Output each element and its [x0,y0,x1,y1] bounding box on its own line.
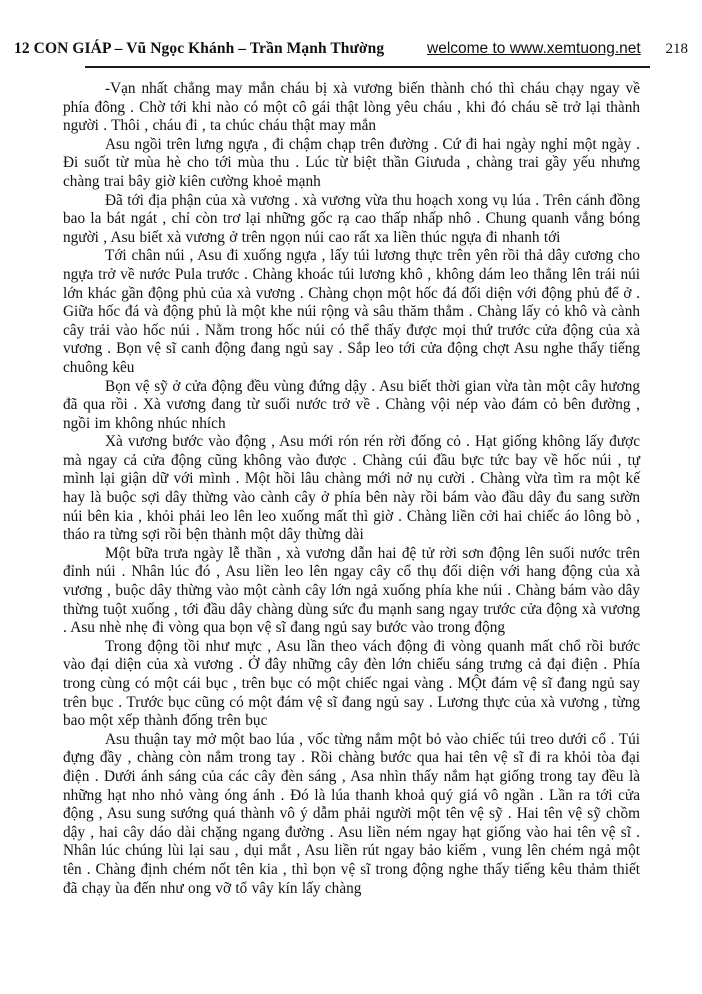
paragraph: Tới chân núi , Asu đi xuống ngựa , lấy túi lương thực trên yên rồi thả dây cương cho ngựa trở về nước Pula trước . Chàng khoác túi lương khô , không dám leo thẳng lên trái núi lớn khác gần động phủ của xà vương . Chàng chọn một hốc đá đối diện với động phủ để ở . Giữa hốc đá và động phủ là một khe núi rộng và sâu thăm thẳm . Chàng lấy cỏ khô và cành cây trải vào hốc núi . Nằm trong hốc núi có thể thấy được mọi thứ trước cửa động của xà vương . Bọn vệ sĩ canh động đang ngủ say . Sắp leo tới cửa động chợt Asu nghe thấy tiếng chuông kêu [63,247,640,376]
paragraph: Asu ngồi trên lưng ngựa , đi chậm chạp trên đường . Cứ đi hai ngày nghỉ một ngày . Đi suốt từ mùa hè cho tới mùa thu . Lúc từ biệt thần Giưuda , chàng trai gầy yếu nhưng chàng trai bây giờ kiên cường khoẻ mạnh [63,135,640,190]
book-title: 12 CON GIÁP – Vũ Ngọc Khánh – Trần Mạnh Thường [14,40,385,57]
page-header [0,0,702,58]
paragraph: Trong động tồi như mực , Asu lần theo vách động đi vòng quanh mất chổ rồi bước vào đại diện của xà vương . Ở đây những cây đèn lớn chiếu sáng trưng cả đại điện . Phía trong cùng có một cái bục , trên bục có một chiếc ngai vàng . MỘt đám vệ sĩ đang ngủ say trên bục . Trước bục cũng có một đám vệ sĩ đang ngủ say . Lương thực của xà vương , từng bao một xếp thành đống trên bục [63,637,640,730]
paragraph: Xà vương bước vào động , Asu mới rón rén rời đống cỏ . Hạt giống không lấy được mà ngay cả cửa động cũng không vào được . Chàng cúi đầu bực tức bay về hốc núi , tự mình lại giận dữ với mình . Một hồi lâu chàng mới nở nụ cười . Chàng vừa tìm ra một kế hay là buộc sợi dây thừng vào cành cây ở phía bên này rồi bám vào đầu dây đu sang sườn núi bên kia , khỏi phải leo lên leo xuống mất thì giờ . Chàng liền cởi hai chiếc áo lông bò , tháo ra từng sợi rồi bện thành một dây thừng dài [63,433,640,544]
paragraph: Bọn vệ sỹ ở cửa động đều vùng đứng dậy . Asu biết thời gian vừa tàn một cây hương đã qua rồi . Xà vương đang từ suối nước trở về . Chàng vội nép vào đám cỏ bên đường , ngồi im không nhúc nhích [63,377,640,432]
paragraph: Đã tới địa phận của xà vương . xà vương vừa thu hoạch xong vụ lúa . Trên cánh đồng bao la bát ngát , chỉ còn trơ lại những gốc rạ cao thấp nhấp nhô . Chung quanh vắng bóng người , Asu biết xà vương ở trên ngọn núi cao rất xa liền thúc ngựa đi nhanh tới [63,191,640,246]
header-divider [85,66,650,68]
page-number: 218 [665,41,688,57]
paragraph: -Vạn nhất chẳng may mắn cháu bị xà vương biến thành chó thì cháu chạy ngay về phía đông . Chờ tới khi nào có một cô gái thật lòng yêu cháu , khi đó cháu sẽ trở lại thành người . Thôi , cháu đi , ta chúc cháu thật may mắn [63,80,640,135]
paragraph: Asu thuận tay mở một bao lúa , vốc từng nắm một bỏ vào chiếc túi treo dưới cổ . Túi đựng đầy , chàng còn nắm trong tay . Rồi chàng bước qua hai tên vệ sĩ đi ra khỏi tòa đại điện . Dưới ánh sáng của các cây đèn sáng , Asa nhìn thấy nắm hạt giống trong tay đều là những hạt nho nhỏ vàng óng ánh . Đó là lúa thanh khoả quý giá vô ngần . Lần ra tới cửa động , Asu sung sướng quá thành vô ý dẫm phải người một tên vệ sỹ . Hai tên vệ sỹ chồm dậy , hai cây dáo dài chặng ngang đường . Asu liền ném ngay hạt giống vào hai tên vệ sĩ . Nhân lúc chúng lùi lại sau , dụi mắt , Asu liền rút ngay bảo kiếm , vung lên chém ngả một tên . Chàng định chém nốt tên kia , thì bọn vệ sĩ trong động nghe thấy tiếng kêu thảm thiết đã chạy ùa đến như ong vỡ tổ vây kín lấy chàng [63,730,640,897]
website-link[interactable]: welcome to www.xemtuong.net [427,40,641,57]
paragraph: Một bữa trưa ngày lễ thần , xà vương dẫn hai đệ tử rời sơn động lên suối nước trên đỉnh núi . Nhân lúc đó , Asu liền leo lên ngay cây cổ thụ đối diện với hang động của xà vương , buộc dây thừng vào một cành cây lớn ngả xuống phía khe núi . Chàng bám vào dây thừng tuột xuống , tới đầu dây chàng dùng sức đu mạnh sang ngay trước cửa động xà vương . Asu nhè nhẹ đi vòng qua bọn vệ sĩ đang ngủ say bước vào trong động [63,544,640,637]
body-text [63,80,640,898]
